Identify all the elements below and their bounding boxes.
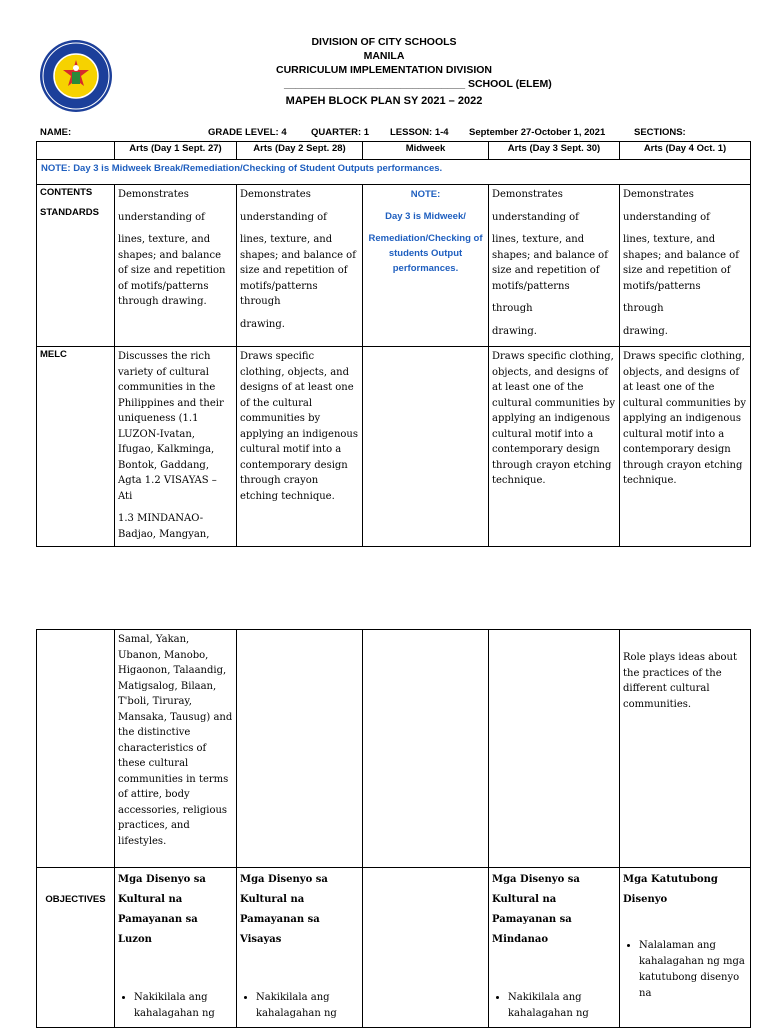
contents-day3-line2: understanding of [492,211,579,223]
contents-standards-label [37,185,115,347]
objectives-day4-list [623,938,747,1002]
objectives-day3-bullet: • Nakikilala ang kahalagahan ng [508,990,616,1022]
objectives-day1-bullet: • Nakikilala ang kahalagahan ng [134,990,233,1022]
objectives-day2-title: Mga Disenyo sa Kultural na Pamayanan sa Visayas [240,874,328,945]
contents-day1-line2: understanding of [118,211,205,223]
contents-midweek-note [363,185,489,347]
contents-day1-line3: lines, texture, and shapes; and balance of size and repetition of motifs/patterns through drawing. [118,234,226,307]
col-header-day2: Arts (Day 2 Sept. 28) [237,142,363,160]
contents-day3-line5: drawing. [492,325,537,337]
contents-day2 [237,185,363,347]
header-line-1: DIVISION OF CITY SCHOOLS [311,36,457,48]
midweek-note-title: NOTE: [410,189,441,200]
block-plan-table-page-2 [36,629,751,1028]
objectives-day4-bullet: • Nalalaman ang kahalagahan ng mga katutubong disenyo na [639,938,747,1002]
melc-day4: Draws specific clothing, objects, and designs of at least one of the cultural communities by applying an indigenous cultural motif into a contemporary design through crayon etching technique. [620,347,751,547]
contents-day3-line1: Demonstrates [492,189,563,200]
school-blank: _______________________________ [284,78,466,90]
page-title: MAPEH BLOCK PLAN SY 2021 – 2022 [285,95,483,107]
contents-day1 [115,185,237,347]
contents-day4-line4: through [623,303,664,314]
col-header-day4: Arts (Day 4 Oct. 1) [620,142,751,160]
col-header-midweek: Midweek [363,142,489,160]
contents-day2-line1: Demonstrates [240,189,311,200]
objectives-day1-list [118,990,233,1022]
melc-row [37,347,751,547]
midweek-note-line3: Remediation/Checking of students Output performances. [368,233,483,274]
label-standards: STANDARDS [40,207,99,218]
melc-continued-row [37,630,751,868]
melc-day1 [115,347,237,547]
melc-day1-text-2: 1.3 MINDANAO-Badjao, Mangyan, [118,513,210,540]
objectives-day1 [115,868,237,1028]
objectives-day3-title: Mga Disenyo sa Kultural na Pamayanan sa Mindanao [492,874,580,945]
contents-day4-line5: drawing. [623,325,668,337]
objectives-day3 [489,868,620,1028]
objectives-row [37,868,751,1028]
contents-day3-line3: lines, texture, and shapes; and balance of size and repetition of motifs/patterns [492,234,608,292]
label-contents: CONTENTS [40,187,93,198]
contents-day3-line4: through [492,303,533,314]
melc-midweek [363,347,489,547]
contents-standards-row [37,185,751,347]
contents-day1-line1: Demonstrates [118,189,189,200]
school-label: SCHOOL (ELEM) [467,78,552,90]
contents-day3 [489,185,620,347]
date-range: September 27-October 1, 2021 [469,127,606,138]
melc-day3-continued [489,630,620,868]
sections: SECTIONS: [634,127,686,138]
midweek-note-bar: NOTE: Day 3 is Midweek Break/Remediation/Checking of Student Outputs performances. [37,160,751,185]
header-line-3: CURRICULUM IMPLEMENTATION DIVISION [275,64,493,76]
melc-day2: Draws specific clothing, objects, and designs of at least one of the cultural communities by applying an indigenous cultural motif into a contemporary design through crayon etching technique. [237,347,363,547]
objectives-day2-list [240,990,359,1022]
contents-day4-line2: understanding of [623,211,710,223]
objectives-day2 [237,868,363,1028]
name-field: NAME: [40,127,72,138]
grade-level: GRADE LEVEL: 4 [208,127,287,138]
objectives-day4 [620,868,751,1028]
objectives-day2-bullet: • Nakikilala ang kahalagahan ng [256,990,359,1022]
objectives-day1-title: Mga Disenyo sa Kultural na Pamayanan sa Luzon [118,874,206,945]
school-line [284,78,552,90]
quarter: QUARTER: 1 [311,127,370,138]
midweek-note-line2: Day 3 is Midweek/ [385,211,466,222]
col-header-day1: Arts (Day 1 Sept. 27) [115,142,237,160]
melc-day3: Draws specific clothing, objects, and designs of at least one of the cultural communities by applying an indigenous cultural motif into a contemporary design through crayon etching technique. [489,347,620,547]
objectives-day4-title: Mga Katutubong Disenyo [623,874,718,905]
block-plan-table-page-1 [36,141,751,547]
corner-cell [37,142,115,160]
contents-day2-line4: drawing. [240,318,285,330]
header-line-2: MANILA [363,50,405,62]
contents-day2-line3: lines, texture, and shapes; and balance of size and repetition of motifs/patterns through [240,234,356,307]
melc-day4-continued: Role plays ideas about the practices of the different cultural communities. [620,630,751,868]
melc-label: MELC [37,347,115,547]
melc-day1-text: Discusses the rich variety of cultural communities in the Philippines and their uniqueness (1.1 LUZON-Ivatan, Ifugao, Kalkminga, Bontok, Gaddang, Agta 1.2 VISAYAS – Ati [118,351,224,502]
objectives-midweek [363,868,489,1028]
column-header-row [37,142,751,160]
melc-day1-continued: Samal, Yakan, Ubanon, Manobo, Higaonon, Talaandig, Matigsalog, Bilaan, T'boli, Tiruray, Mansaka, Tausug) and the distinctive characteristics of these cultural communities in terms of attire, body accessories, religious practices, and lifestyles. [115,630,237,868]
melc-midweek-continued [363,630,489,868]
contents-day4-line3: lines, texture, and shapes; and balance of size and repetition of motifs/patterns [623,234,739,292]
objectives-label: OBJECTIVES [37,868,115,1028]
contents-day4-line1: Demonstrates [623,189,694,200]
objectives-day3-list [492,990,616,1022]
lesson: LESSON: 1-4 [390,127,449,138]
col-header-day3: Arts (Day 3 Sept. 30) [489,142,620,160]
note-row [37,160,751,185]
melc-cont-label [37,630,115,868]
contents-day2-line2: understanding of [240,211,327,223]
melc-day2-continued [237,630,363,868]
contents-day4 [620,185,751,347]
